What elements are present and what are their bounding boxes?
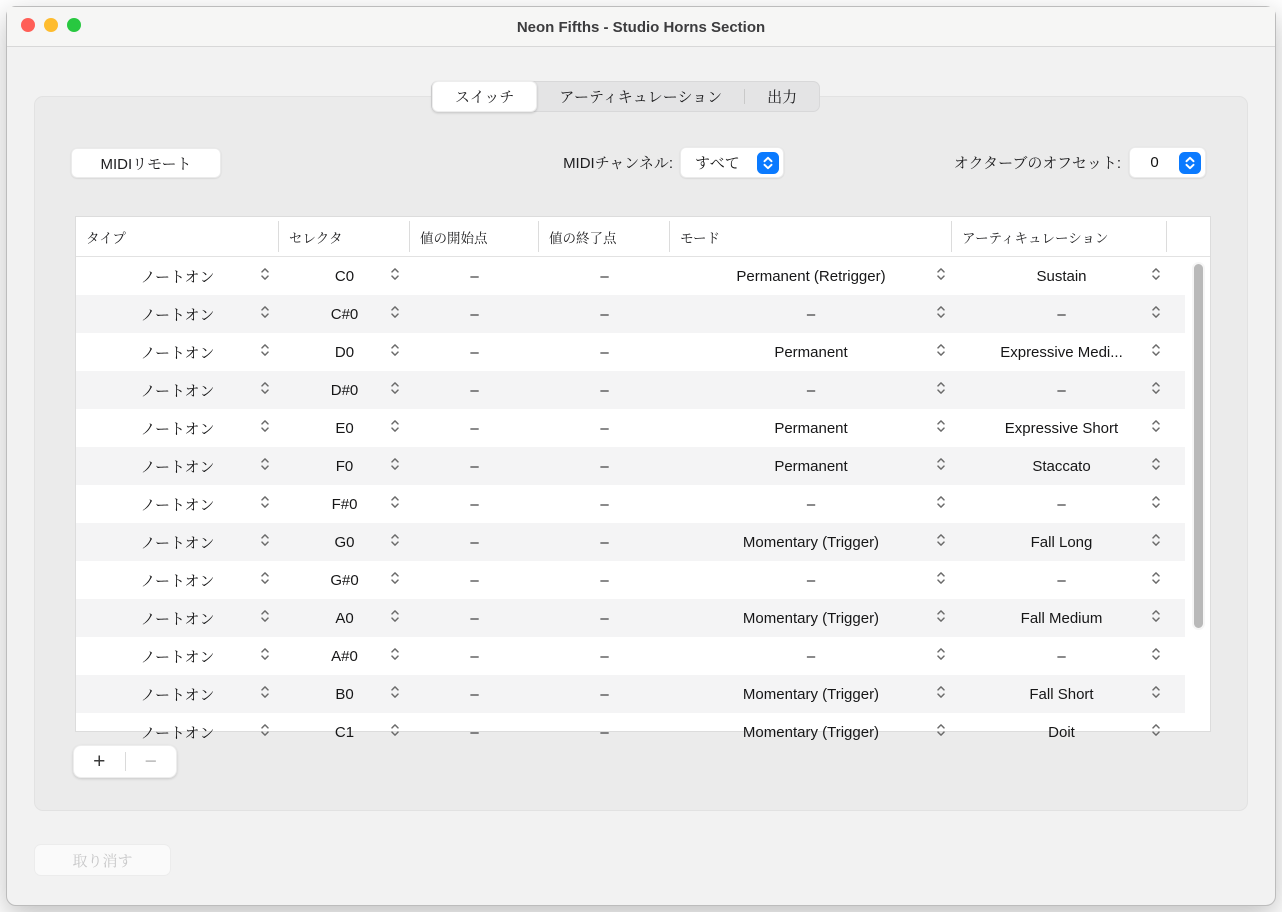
- articulation-cell[interactable]: [952, 485, 1185, 523]
- articulation-cell[interactable]: [952, 257, 1185, 295]
- mode-cell[interactable]: [670, 295, 952, 333]
- popup-chevrons-icon: [260, 723, 270, 742]
- undo-button[interactable]: 取り消す: [34, 844, 171, 876]
- value-start-value: –: [470, 685, 479, 703]
- value-end-cell[interactable]: [539, 295, 670, 333]
- window-title: Neon Fifths - Studio Horns Section: [516, 18, 766, 36]
- popup-chevrons-icon: [260, 267, 270, 286]
- type-cell[interactable]: [76, 333, 279, 371]
- value-start-cell[interactable]: [410, 599, 539, 637]
- selector-value: C0: [334, 267, 355, 285]
- value-end-cell[interactable]: [539, 675, 670, 713]
- articulation-value: Sustain: [1036, 267, 1087, 285]
- popup-chevrons-icon: [260, 457, 270, 476]
- title-bar: [7, 7, 1275, 47]
- popup-chevrons-icon: [260, 305, 270, 324]
- mode-cell[interactable]: [670, 371, 952, 409]
- remove-switch-button[interactable]: −: [144, 749, 157, 773]
- value-start-cell[interactable]: [410, 371, 539, 409]
- table-header-row: [76, 217, 1210, 257]
- table-row[interactable]: [76, 485, 1185, 523]
- popup-chevrons-icon: [1151, 571, 1161, 590]
- value-start-cell[interactable]: [410, 295, 539, 333]
- type-value: ノートオン: [140, 420, 215, 438]
- popup-chevrons-icon: [390, 571, 400, 590]
- popup-chevrons-icon: [390, 723, 400, 742]
- popup-chevrons-icon: [390, 381, 400, 400]
- value-start-cell[interactable]: [410, 447, 539, 485]
- value-end-cell[interactable]: [539, 523, 670, 561]
- column-header-selector[interactable]: セレクタ: [279, 217, 410, 256]
- popup-chevrons-icon: [260, 609, 270, 628]
- selector-cell[interactable]: [279, 523, 410, 561]
- popup-chevrons-icon: [936, 609, 946, 628]
- type-value: ノートオン: [140, 458, 215, 476]
- mode-cell[interactable]: [670, 409, 952, 447]
- switches-table: [75, 216, 1211, 742]
- popup-chevrons-icon: [390, 267, 400, 286]
- mode-value: Permanent (Retrigger): [736, 267, 886, 285]
- popup-chevrons-icon: [936, 305, 946, 324]
- selector-cell[interactable]: [279, 675, 410, 713]
- popup-chevrons-icon: [936, 571, 946, 590]
- value-start-value: –: [470, 343, 479, 361]
- value-start-cell[interactable]: [410, 523, 539, 561]
- selector-cell[interactable]: [279, 485, 410, 523]
- table-row[interactable]: [76, 561, 1185, 599]
- popup-chevrons-icon: [390, 305, 400, 324]
- column-header-mode[interactable]: モード: [670, 217, 952, 256]
- popup-chevrons-icon: [936, 381, 946, 400]
- type-cell[interactable]: [76, 523, 279, 561]
- popup-chevrons-icon: [936, 495, 946, 514]
- popup-chevrons-icon: [1151, 305, 1161, 324]
- popup-chevrons-icon: [1151, 381, 1161, 400]
- type-value: ノートオン: [140, 382, 215, 400]
- selector-cell[interactable]: [279, 599, 410, 637]
- mode-cell[interactable]: [670, 523, 952, 561]
- type-value: ノートオン: [140, 648, 215, 666]
- articulation-value: –: [1057, 647, 1066, 665]
- value-end-value: –: [600, 381, 609, 399]
- articulation-cell[interactable]: [952, 371, 1185, 409]
- mode-value: –: [806, 381, 816, 399]
- table-row[interactable]: [76, 713, 1185, 751]
- mode-cell[interactable]: [670, 561, 952, 599]
- selector-value: D0: [334, 343, 355, 361]
- mode-cell[interactable]: [670, 599, 952, 637]
- value-end-value: –: [600, 267, 609, 285]
- value-start-value: –: [470, 419, 479, 437]
- popup-chevrons-icon: [936, 457, 946, 476]
- type-cell[interactable]: [76, 561, 279, 599]
- table-row[interactable]: [76, 371, 1185, 409]
- type-cell[interactable]: [76, 485, 279, 523]
- table-row[interactable]: [76, 599, 1185, 637]
- popup-chevrons-icon: [1151, 533, 1161, 552]
- value-start-value: –: [470, 381, 479, 399]
- articulation-cell[interactable]: [952, 637, 1185, 675]
- value-end-value: –: [600, 571, 609, 589]
- value-end-cell[interactable]: [539, 409, 670, 447]
- selector-cell[interactable]: [279, 713, 410, 751]
- articulation-value: Expressive Medi...: [1000, 343, 1123, 361]
- mode-cell[interactable]: [670, 637, 952, 675]
- type-value: ノートオン: [140, 534, 215, 552]
- mode-value: –: [806, 647, 816, 665]
- mode-value: Momentary (Trigger): [742, 685, 880, 703]
- tab-bar: [431, 81, 820, 112]
- popup-chevrons-icon: [1151, 723, 1161, 742]
- value-start-value: –: [470, 647, 479, 665]
- type-cell[interactable]: [76, 637, 279, 675]
- value-end-value: –: [600, 457, 609, 475]
- value-end-value: –: [600, 343, 609, 361]
- type-value: ノートオン: [140, 610, 215, 628]
- value-start-cell[interactable]: [410, 333, 539, 371]
- octave-offset-select[interactable]: [1129, 147, 1206, 178]
- type-cell[interactable]: [76, 295, 279, 333]
- selector-cell[interactable]: [279, 333, 410, 371]
- type-value: ノートオン: [140, 724, 215, 742]
- selector-cell[interactable]: [279, 371, 410, 409]
- mode-value: –: [806, 495, 816, 513]
- popup-chevrons-icon: [260, 571, 270, 590]
- table-row[interactable]: [76, 333, 1185, 371]
- popup-chevrons-icon: [390, 419, 400, 438]
- midi-remote-button[interactable]: MIDIリモート: [71, 148, 221, 178]
- articulation-value: Fall Short: [1029, 685, 1094, 703]
- articulation-value: Fall Medium: [1020, 609, 1103, 627]
- column-header-spacer: [1185, 217, 1210, 256]
- articulation-value: Expressive Short: [1004, 419, 1119, 437]
- popup-chevrons-icon: [1151, 685, 1161, 704]
- popup-chevrons-icon: [260, 419, 270, 438]
- popup-chevrons-icon: [1151, 419, 1161, 438]
- selector-value: G0: [334, 533, 355, 551]
- selector-value: D#0: [330, 381, 359, 399]
- tab-articulation[interactable]: アーティキュレーション: [559, 89, 723, 106]
- value-end-value: –: [600, 419, 609, 437]
- type-value: ノートオン: [140, 268, 215, 286]
- articulation-cell[interactable]: [952, 599, 1185, 637]
- popup-chevrons-icon: [260, 533, 270, 552]
- popup-chevrons-icon: [936, 419, 946, 438]
- articulation-value: Doit: [1048, 723, 1075, 741]
- tab-output[interactable]: 出力: [767, 89, 798, 106]
- value-start-value: –: [470, 457, 479, 475]
- popup-chevrons-icon: [390, 533, 400, 552]
- value-end-cell[interactable]: [539, 713, 670, 751]
- mode-value: –: [806, 571, 816, 589]
- type-cell[interactable]: [76, 675, 279, 713]
- type-value: ノートオン: [140, 344, 215, 362]
- value-end-cell[interactable]: [539, 485, 670, 523]
- selector-cell[interactable]: [279, 637, 410, 675]
- value-end-cell[interactable]: [539, 257, 670, 295]
- midi-channel-label: MIDIチャンネル:: [563, 155, 673, 172]
- table-row[interactable]: [76, 257, 1185, 295]
- add-remove-group: [73, 745, 177, 778]
- articulation-cell[interactable]: [952, 295, 1185, 333]
- stepper-icon: [1179, 152, 1201, 174]
- value-start-cell[interactable]: [410, 409, 539, 447]
- type-value: ノートオン: [140, 686, 215, 704]
- type-value: ノートオン: [140, 496, 215, 514]
- column-header-articulation[interactable]: アーティキュレーション: [952, 217, 1185, 256]
- value-start-value: –: [470, 723, 479, 741]
- value-start-value: –: [470, 609, 479, 627]
- selector-value: F0: [335, 457, 354, 475]
- value-end-value: –: [600, 647, 609, 665]
- add-switch-button[interactable]: +: [93, 749, 106, 773]
- popup-chevrons-icon: [1151, 647, 1161, 666]
- popup-chevrons-icon: [936, 685, 946, 704]
- selector-cell[interactable]: [279, 295, 410, 333]
- popup-chevrons-icon: [390, 647, 400, 666]
- popup-chevrons-icon: [936, 343, 946, 362]
- value-start-value: –: [470, 495, 479, 513]
- popup-chevrons-icon: [936, 647, 946, 666]
- articulation-cell[interactable]: [952, 523, 1185, 561]
- articulation-value: –: [1057, 305, 1066, 323]
- vertical-scrollbar[interactable]: [1192, 262, 1205, 630]
- mode-cell[interactable]: [670, 485, 952, 523]
- value-end-value: –: [600, 609, 609, 627]
- popup-chevrons-icon: [1151, 609, 1161, 628]
- selector-value: B0: [335, 685, 354, 703]
- value-start-cell[interactable]: [410, 561, 539, 599]
- value-end-cell[interactable]: [539, 333, 670, 371]
- type-cell[interactable]: [76, 599, 279, 637]
- value-end-value: –: [600, 723, 609, 741]
- value-end-value: –: [600, 685, 609, 703]
- articulation-cell[interactable]: [952, 409, 1185, 447]
- selector-cell[interactable]: [279, 447, 410, 485]
- selector-value: F#0: [331, 495, 358, 513]
- type-cell[interactable]: [76, 257, 279, 295]
- stepper-icon: [757, 152, 779, 174]
- value-start-cell[interactable]: [410, 675, 539, 713]
- column-header-type[interactable]: タイプ: [76, 217, 279, 256]
- value-end-cell[interactable]: [539, 561, 670, 599]
- articulation-cell[interactable]: [952, 561, 1185, 599]
- app-window: [6, 6, 1276, 906]
- mode-value: Permanent: [774, 419, 848, 437]
- articulation-cell[interactable]: [952, 447, 1185, 485]
- midi-channel-value: すべて: [695, 155, 740, 172]
- table-row[interactable]: [76, 637, 1185, 675]
- value-end-value: –: [600, 305, 609, 323]
- selector-value: C1: [334, 723, 355, 741]
- value-start-cell[interactable]: [410, 485, 539, 523]
- popup-chevrons-icon: [1151, 457, 1161, 476]
- selector-value: C#0: [330, 305, 359, 323]
- mode-value: Permanent: [774, 457, 848, 475]
- type-value: ノートオン: [140, 572, 215, 590]
- popup-chevrons-icon: [390, 609, 400, 628]
- value-start-cell[interactable]: [410, 257, 539, 295]
- articulation-value: –: [1057, 381, 1066, 399]
- selector-cell[interactable]: [279, 257, 410, 295]
- table-row[interactable]: [76, 523, 1185, 561]
- type-cell[interactable]: [76, 371, 279, 409]
- value-start-value: –: [470, 533, 479, 551]
- type-value: ノートオン: [140, 306, 215, 324]
- selector-value: A0: [335, 609, 354, 627]
- midi-channel-select[interactable]: [680, 147, 784, 178]
- articulation-value: Fall Long: [1030, 533, 1093, 551]
- articulation-value: Staccato: [1032, 457, 1091, 475]
- type-cell[interactable]: [76, 447, 279, 485]
- mode-value: Momentary (Trigger): [742, 609, 880, 627]
- value-start-value: –: [470, 267, 479, 285]
- value-end-value: –: [600, 495, 609, 513]
- column-header-value-end[interactable]: 値の終了点: [539, 217, 670, 256]
- selector-value: G#0: [330, 571, 359, 589]
- popup-chevrons-icon: [260, 647, 270, 666]
- value-end-cell[interactable]: [539, 637, 670, 675]
- popup-chevrons-icon: [936, 533, 946, 552]
- table-row[interactable]: [76, 409, 1185, 447]
- popup-chevrons-icon: [260, 495, 270, 514]
- popup-chevrons-icon: [260, 343, 270, 362]
- popup-chevrons-icon: [1151, 267, 1161, 286]
- value-end-cell[interactable]: [539, 371, 670, 409]
- table-row[interactable]: [76, 675, 1185, 713]
- mode-cell[interactable]: [670, 675, 952, 713]
- mode-cell[interactable]: [670, 713, 952, 751]
- selector-value: E0: [335, 419, 354, 437]
- articulation-value: –: [1057, 495, 1066, 513]
- mode-cell[interactable]: [670, 257, 952, 295]
- selector-value: A#0: [331, 647, 358, 665]
- mode-cell[interactable]: [670, 333, 952, 371]
- articulation-cell[interactable]: [952, 713, 1185, 751]
- mode-value: –: [806, 305, 816, 323]
- value-end-value: –: [600, 533, 609, 551]
- articulation-value: –: [1057, 571, 1066, 589]
- tab-switch[interactable]: スイッチ: [432, 81, 537, 112]
- octave-offset-label: オクターブのオフセット:: [953, 155, 1121, 172]
- value-start-cell[interactable]: [410, 637, 539, 675]
- popup-chevrons-icon: [260, 381, 270, 400]
- value-start-value: –: [470, 571, 479, 589]
- table-row[interactable]: [76, 295, 1185, 333]
- mode-cell[interactable]: [670, 447, 952, 485]
- selector-cell[interactable]: [279, 561, 410, 599]
- column-header-value-start[interactable]: 値の開始点: [410, 217, 539, 256]
- mode-value: Momentary (Trigger): [742, 533, 880, 551]
- articulation-cell[interactable]: [952, 675, 1185, 713]
- value-start-cell[interactable]: [410, 713, 539, 751]
- mode-value: Permanent: [774, 343, 848, 361]
- selector-cell[interactable]: [279, 409, 410, 447]
- mode-value: Momentary (Trigger): [742, 723, 880, 741]
- popup-chevrons-icon: [1151, 495, 1161, 514]
- value-end-cell[interactable]: [539, 599, 670, 637]
- value-end-cell[interactable]: [539, 447, 670, 485]
- popup-chevrons-icon: [1151, 343, 1161, 362]
- articulation-cell[interactable]: [952, 333, 1185, 371]
- value-start-value: –: [470, 305, 479, 323]
- popup-chevrons-icon: [390, 495, 400, 514]
- popup-chevrons-icon: [390, 343, 400, 362]
- table-body: [76, 257, 1185, 751]
- popup-chevrons-icon: [260, 685, 270, 704]
- popup-chevrons-icon: [936, 267, 946, 286]
- octave-offset-value: 0: [1150, 154, 1159, 171]
- table-row[interactable]: [76, 447, 1185, 485]
- type-cell[interactable]: [76, 409, 279, 447]
- popup-chevrons-icon: [390, 457, 400, 476]
- popup-chevrons-icon: [390, 685, 400, 704]
- popup-chevrons-icon: [936, 723, 946, 742]
